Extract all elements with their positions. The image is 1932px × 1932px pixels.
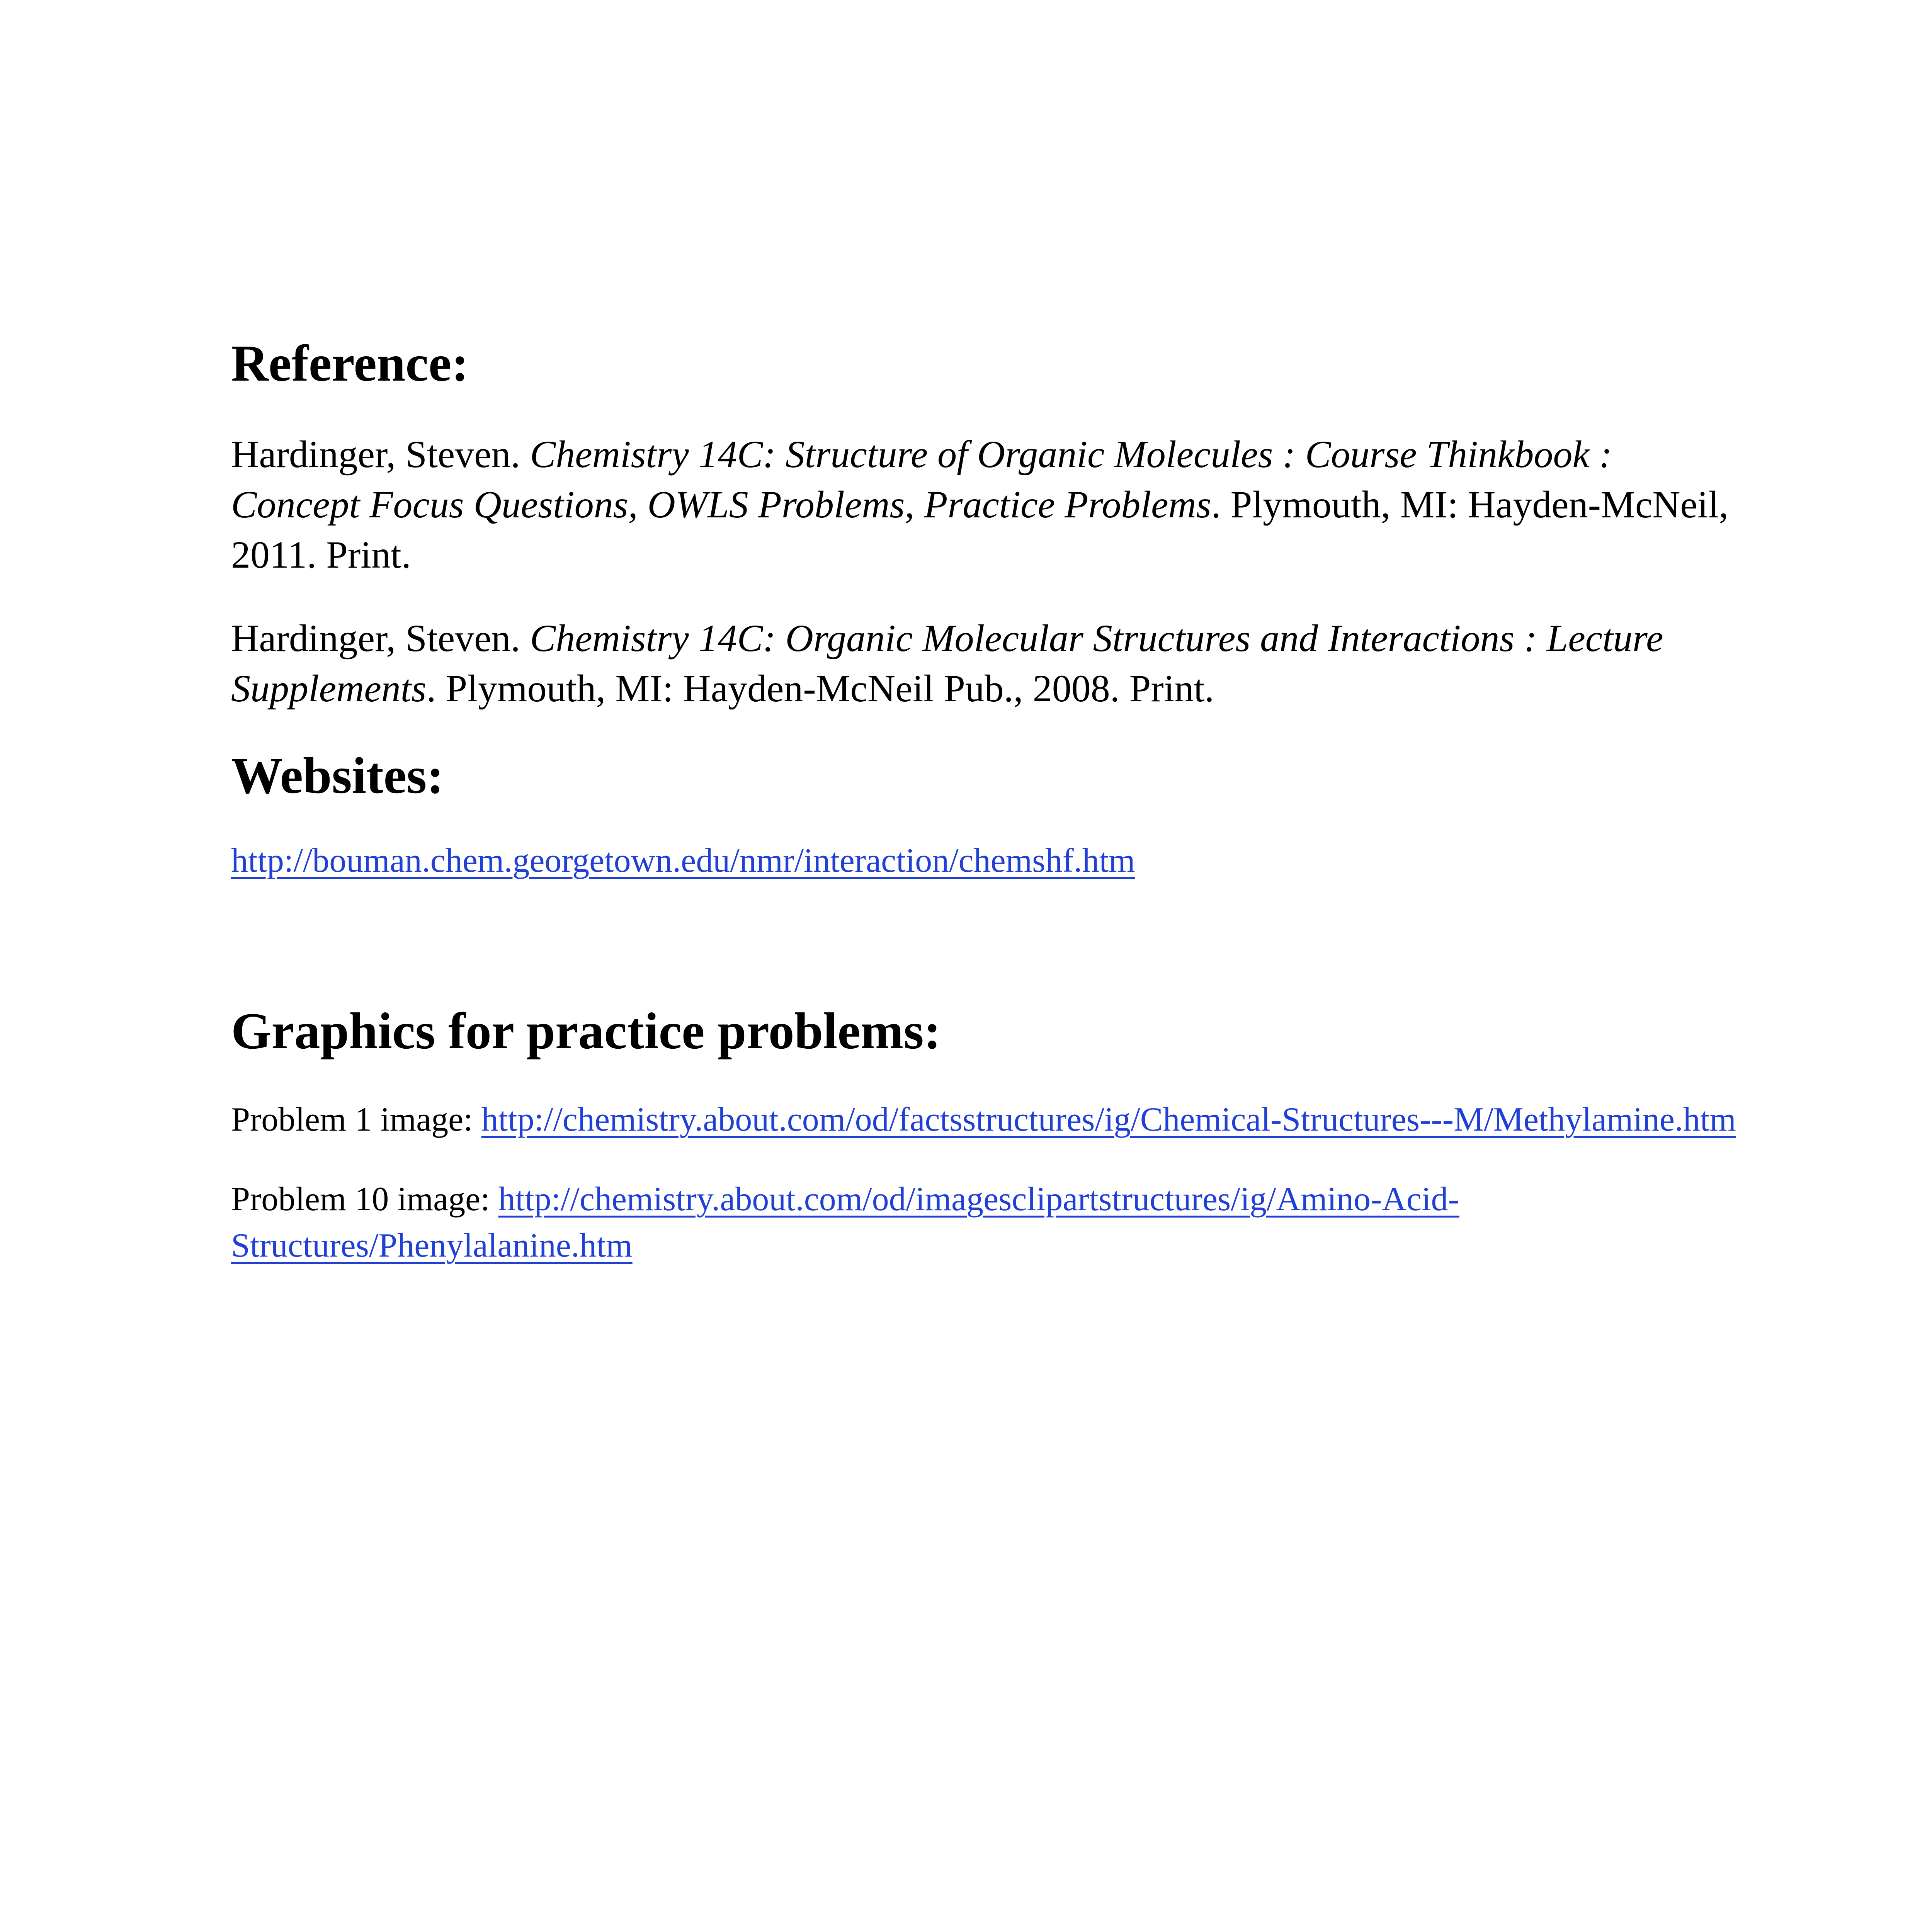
reference-heading: Reference: bbox=[231, 335, 469, 392]
website-link-row bbox=[231, 838, 1746, 884]
reference-entry-1-author: Hardinger, Steven. bbox=[231, 432, 530, 476]
document-page bbox=[231, 332, 1746, 1269]
reference-entry-2-author: Hardinger, Steven. bbox=[231, 616, 530, 660]
graphics-item-2-link[interactable]: http://chemistry.about.com/od/imagesclipartstructures/ig/Amino-Acid-Structures/Phenylalanine.htm bbox=[231, 1180, 1459, 1265]
websites-heading: Websites: bbox=[231, 747, 444, 804]
graphics-item-1-label: Problem 1 image: bbox=[231, 1101, 481, 1139]
reference-entry-2-title: Chemistry 14C: Organic Molecular Structures and Interactions : Lecture Supplements bbox=[231, 616, 1663, 710]
reference-entry-1 bbox=[231, 429, 1746, 580]
reference-entry-1-publication: . Plymouth, MI: Hayden-McNeil, 2011. Print. bbox=[231, 483, 1729, 576]
graphics-heading: Graphics for practice problems: bbox=[231, 1002, 941, 1060]
graphics-item-1-link[interactable]: http://chemistry.about.com/od/factsstructures/ig/Chemical-Structures---M/Methylamine.htm bbox=[481, 1101, 1736, 1139]
graphics-item-2-label: Problem 10 image: bbox=[231, 1180, 498, 1218]
reference-entry-2 bbox=[231, 613, 1746, 714]
reference-entry-2-publication: . Plymouth, MI: Hayden-McNeil Pub., 2008. Print. bbox=[426, 667, 1214, 710]
graphics-item-2 bbox=[231, 1176, 1746, 1269]
reference-entry-1-title: Chemistry 14C: Structure of Organic Molecules : Course Thinkbook : Concept Focus Questions, OWLS Problems, Practice Problems bbox=[231, 432, 1612, 526]
graphics-item-1 bbox=[231, 1097, 1746, 1143]
website-link-1[interactable]: http://bouman.chem.georgetown.edu/nmr/interaction/chemshf.htm bbox=[231, 842, 1135, 879]
